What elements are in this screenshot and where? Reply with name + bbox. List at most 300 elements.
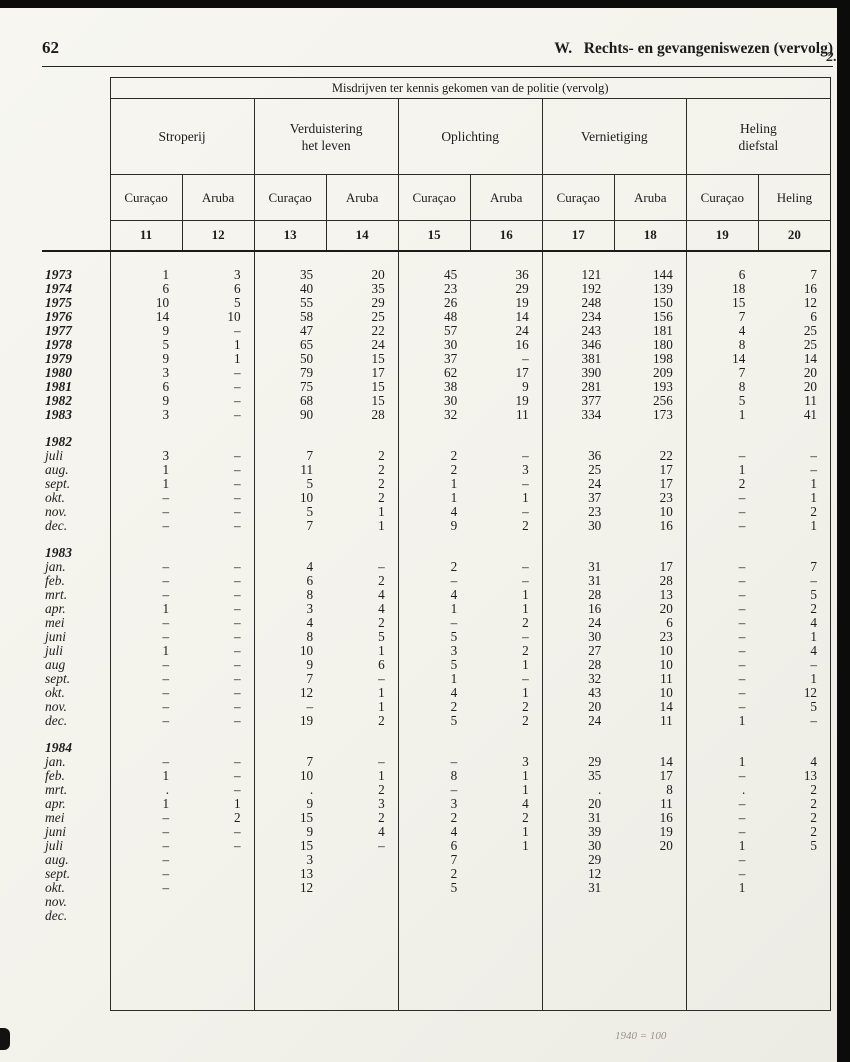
table-row [42,324,831,338]
cell: 4 [758,755,830,769]
cell: 37 [542,491,614,505]
table-row [42,449,831,463]
row-label [42,728,110,741]
cell: – [686,630,758,644]
table-row [42,644,831,658]
cell: 5 [758,700,830,714]
row-label: aug [42,658,110,672]
cell [398,251,470,268]
cell: 8 [666,782,673,797]
table-row [42,825,831,839]
cell [110,422,182,435]
cell: – [234,615,241,630]
cell: 15 [254,811,326,825]
cell: 11 [660,713,673,728]
cell [182,853,254,867]
row-label: 1984 [42,741,110,755]
table-row [42,686,831,700]
table-row [42,533,831,546]
cell: 139 [653,281,673,296]
cell [110,895,182,909]
cell: 10 [227,309,241,324]
cell [326,546,398,560]
cell [110,533,182,546]
cell [182,728,254,741]
cell: 4 [398,686,470,700]
cell: – [522,476,529,491]
cell: 2 [378,810,385,825]
cell: 6 [398,839,470,853]
cell: – [234,643,241,658]
row-label: 1977 [42,324,110,338]
cell: 17 [659,559,673,574]
table-row [42,602,831,616]
cell: – [162,713,170,728]
cell: – [162,754,170,769]
cell: 2 [378,615,385,630]
table-row [42,435,831,449]
cell: 2 [758,602,830,616]
cell: 1 [686,755,758,769]
cell: – [234,754,241,769]
cell: 256 [653,393,673,408]
table-row [42,909,831,923]
cell: 2 [522,643,529,658]
row-label: juni [42,630,110,644]
cell: – [162,685,170,700]
row-label [42,422,110,435]
cell: 2 [522,713,529,728]
cell [326,741,398,755]
cell [254,923,326,1011]
cell: 334 [542,408,614,422]
cell: 32 [398,408,470,422]
row-label: aug. [42,463,110,477]
cell: 17 [659,768,673,783]
cell: 35 [371,281,385,296]
cell: 19 [515,393,529,408]
cell: 30 [542,630,614,644]
cell [182,546,254,560]
cell: 2 [522,699,529,714]
row-label: apr. [42,797,110,811]
cell: 23 [398,282,470,296]
cell: 2 [378,476,385,491]
cell: 14 [686,352,758,366]
row-label: nov. [42,505,110,519]
cell: – [686,519,758,533]
cell: 1 [758,672,830,686]
cell [110,546,182,560]
cell: 2 [398,811,470,825]
cell: 12 [254,881,326,895]
cell: 9 [254,797,326,811]
cell: 12 [758,296,830,310]
cell: 2 [378,490,385,505]
stub-header-cell [42,175,110,221]
cell: 4 [398,825,470,839]
cell: 17 [659,462,673,477]
row-label: 1973 [42,268,110,282]
cell: 1 [398,672,470,686]
cell: 5 [398,630,470,644]
cell: 9 [162,393,170,408]
cell [182,909,254,923]
cell: 75 [254,380,326,394]
table-row [42,463,831,477]
cell [614,728,686,741]
row-label: dec. [42,909,110,923]
column-subheader: Curaçao [398,175,470,221]
cell [326,867,398,881]
cell: 15 [371,379,385,394]
row-label: 1975 [42,296,110,310]
cell: – [234,768,241,783]
cell [758,895,830,909]
cell: 2 [522,810,529,825]
cell [182,251,254,268]
cell: – [234,448,241,463]
column-subheader: Curaçao [686,175,758,221]
cell: 11 [516,407,529,422]
cell [470,881,542,895]
cell [758,435,830,449]
cell: 8 [398,769,470,783]
cell [398,728,470,741]
cell: – [162,824,170,839]
cell: 2 [758,797,830,811]
table-row [42,560,831,574]
cell: 24 [371,337,385,352]
cell: – [522,629,529,644]
cell: – [522,671,529,686]
table-row [42,923,831,1011]
cell: 24 [542,714,614,728]
cell: – [398,755,470,769]
cell: – [686,560,758,574]
column-number: 11 [110,221,182,251]
cell: – [234,587,241,602]
row-label: juli [42,644,110,658]
cell [758,251,830,268]
cell: 1 [522,838,529,853]
cell: – [234,559,241,574]
cell [758,741,830,755]
cell: 7 [758,560,830,574]
cell: 4 [398,505,470,519]
cell: 65 [254,338,326,352]
column-subheader: Aruba [182,175,254,221]
cell: 390 [542,366,614,380]
cell: 16 [515,337,529,352]
cell: 7 [398,853,470,867]
cell: – [234,573,241,588]
cell [470,728,542,741]
cell: 2 [398,867,470,881]
cell: 6 [686,268,758,282]
cell: – [686,672,758,686]
cell: 48 [398,310,470,324]
cell [470,895,542,909]
cell: 2 [378,573,385,588]
cell: – [398,574,470,588]
cell: 5 [398,881,470,895]
table-row [42,422,831,435]
row-label: aug. [42,853,110,867]
cell: 8 [686,380,758,394]
cell: – [162,838,170,853]
cell: 1 [686,463,758,477]
cell: – [162,573,170,588]
row-label: mei [42,616,110,630]
cell [326,728,398,741]
cell: 40 [254,282,326,296]
cell: 1 [522,768,529,783]
cell: 30 [398,394,470,408]
cell: 25 [758,338,830,352]
cell: 13 [758,769,830,783]
cell [326,251,398,268]
cell: – [522,504,529,519]
cell: 7 [254,755,326,769]
row-label: 1983 [42,546,110,560]
cell [470,923,542,1011]
cell: 17 [371,365,385,380]
cell [686,909,758,923]
cell: 5 [398,714,470,728]
table-row [42,380,831,394]
cell: 234 [542,310,614,324]
cell: 68 [254,394,326,408]
cell: 4 [758,616,830,630]
cell: 381 [542,352,614,366]
cell: 19 [515,295,529,310]
cell: 2 [398,700,470,714]
cell: 10 [659,504,673,519]
cell: 1 [162,601,170,616]
cell: 28 [542,658,614,672]
row-label: 1983 [42,408,110,422]
cell: 28 [371,407,385,422]
cell: 16 [659,518,673,533]
cell [254,728,326,741]
table-row [42,769,831,783]
cell: – [162,866,170,881]
cell: 8 [686,338,758,352]
table-row [42,714,831,728]
cell: 1 [522,824,529,839]
table-row [42,268,831,282]
cell: 35 [542,769,614,783]
cell: 1 [758,519,830,533]
cell [470,909,542,923]
cell [614,909,686,923]
cell [542,741,614,755]
table-row [42,895,831,909]
stub-header-cell [42,221,110,251]
cell [542,895,614,909]
cell [254,422,326,435]
cell: 29 [371,295,385,310]
table-row [42,741,831,755]
cell: – [234,601,241,616]
cell: 2 [758,505,830,519]
cell [542,251,614,268]
row-label: 1979 [42,352,110,366]
cell: – [758,463,830,477]
cell: – [162,880,170,895]
cell [542,546,614,560]
cell: 10 [254,769,326,783]
table-title: Misdrijven ter kennis gekomen van de politie (vervolg) [110,78,830,99]
cell: 7 [254,449,326,463]
row-label: 1982 [42,435,110,449]
cell [614,853,686,867]
cell: – [686,825,758,839]
cell: 6 [378,657,385,672]
cell [182,741,254,755]
column-group-label: Oplichting [398,99,542,175]
cell: 9 [522,379,529,394]
cell: 1 [234,796,241,811]
cell: 79 [254,366,326,380]
cell: – [162,587,170,602]
cell: 5 [378,629,385,644]
cell [686,895,758,909]
cell: 377 [542,394,614,408]
cell: 6 [162,281,170,296]
cell: – [378,559,385,574]
cell: 24 [542,616,614,630]
row-label: 1974 [42,282,110,296]
cell [686,741,758,755]
cell [182,422,254,435]
row-label [42,533,110,546]
cell: 5 [758,588,830,602]
cell: 2 [522,615,529,630]
cell: 29 [542,755,614,769]
cell: 1 [378,699,385,714]
cell: – [686,602,758,616]
cell: – [254,700,326,714]
cell: 9 [398,519,470,533]
cell [614,741,686,755]
cell: 32 [542,672,614,686]
cell [686,435,758,449]
cell [542,533,614,546]
cell: 3 [254,853,326,867]
cell: 31 [542,560,614,574]
table-row [42,574,831,588]
row-label: sept. [42,477,110,491]
cell: 2 [758,825,830,839]
cell: 281 [542,380,614,394]
cell: 57 [398,324,470,338]
table-title-row [42,78,831,99]
cell: 9 [162,351,170,366]
cell [758,909,830,923]
cell: 2 [378,782,385,797]
cell [254,251,326,268]
cell [110,909,182,923]
column-subheader: Curaçao [110,175,182,221]
cell: 4 [398,588,470,602]
cell: – [162,559,170,574]
column-group-label: Vernietiging [542,99,686,175]
cell: 2 [378,462,385,477]
cell: – [686,644,758,658]
cell [470,251,542,268]
row-label: dec. [42,714,110,728]
cell [614,867,686,881]
cell [326,895,398,909]
cell: 10 [254,491,326,505]
row-label: feb. [42,769,110,783]
cell: 5 [686,394,758,408]
row-label: nov. [42,895,110,909]
cell: 20 [371,267,385,282]
cell [542,435,614,449]
cell: 180 [653,337,673,352]
cell: 209 [653,365,673,380]
table-row [42,797,831,811]
table-row [42,853,831,867]
cell: 2 [398,560,470,574]
cell: 1 [234,337,241,352]
cell: 20 [659,838,673,853]
cell: 4 [378,824,385,839]
cell: 15 [371,351,385,366]
footer-bleedthrough-note: 1940 = 100 [615,1030,667,1042]
cell: 43 [542,686,614,700]
cell: 12 [542,867,614,881]
cell: 62 [398,366,470,380]
cell [326,533,398,546]
table-row [42,366,831,380]
cell: 30 [542,519,614,533]
cell: – [162,657,170,672]
column-group-label: Heling diefstal [686,99,830,175]
cell: – [162,504,170,519]
cell: 28 [542,588,614,602]
column-number: 20 [758,221,830,251]
cell: 1 [162,643,170,658]
cell: – [686,658,758,672]
cell [686,728,758,741]
cell: 4 [254,560,326,574]
cell: 4 [378,587,385,602]
cell: 1 [378,685,385,700]
cell [614,546,686,560]
cell [254,895,326,909]
cell: 16 [758,282,830,296]
cell: – [234,379,241,394]
cell: 24 [515,323,529,338]
cell: 17 [515,365,529,380]
cell: 156 [653,309,673,324]
row-label: juni [42,825,110,839]
column-subheader: Aruba [470,175,542,221]
cell [758,881,830,895]
cell: 7 [254,519,326,533]
cell [254,435,326,449]
cell: 11 [660,671,673,686]
cell: . [686,783,758,797]
cell: 10 [659,685,673,700]
cell: – [162,490,170,505]
cell: 2 [398,463,470,477]
row-label: 1981 [42,380,110,394]
